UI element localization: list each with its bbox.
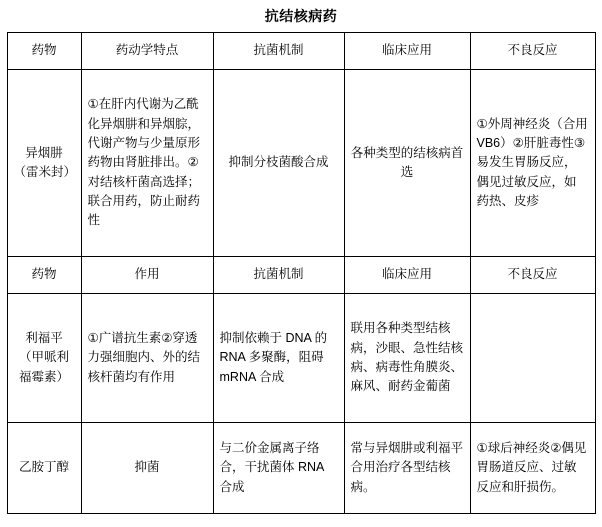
isoniazid-mechanism: 抑制分枝菌酸合成 [213,70,344,257]
rifampin-adverse-reactions [470,294,595,423]
header-cell-action: 作用 [81,257,213,294]
ethambutol-adverse-reactions: ①球后神经炎②偶见胃肠道反应、过敏反应和肝损伤。 [470,423,595,514]
header-cell-adverse-reactions: 不良反应 [470,33,595,70]
header-cell-pharmacokinetics: 药动学特点 [81,33,213,70]
table-row [7,294,595,423]
header-cell-clinical-use: 临床应用 [344,33,470,70]
page-title: 抗结核病药 [264,8,338,24]
ethambutol-action: 抑菌 [81,423,213,514]
header-cell-mechanism-2: 抗菌机制 [213,257,344,294]
header-cell-drug-2: 药物 [7,257,81,294]
header-cell-clinical-use-2: 临床应用 [344,257,470,294]
table-row [7,70,595,257]
header-cell-mechanism: 抗菌机制 [213,33,344,70]
header-cell-drug: 药物 [7,33,81,70]
drug-name-ethambutol: 乙胺丁醇 [7,423,81,514]
table-header-row-1 [7,33,595,70]
drug-name-isoniazid: 异烟肼（雷米封） [7,70,81,257]
ethambutol-mechanism: 与二价金属离子络合，干扰菌体 RNA 合成 [213,423,344,514]
antituberculosis-drug-table [7,32,596,514]
table-header-row-2 [7,257,595,294]
rifampin-clinical-use: 联用各种类型结核病，沙眼、急性结核病、病毒性角膜炎、麻风、耐药金葡菌 [344,294,470,423]
rifampin-mechanism: 抑制依赖于 DNA 的 RNA 多聚酶，阻碍 mRNA 合成 [213,294,344,423]
table-row [7,423,595,514]
header-cell-adverse-reactions-2: 不良反应 [470,257,595,294]
rifampin-action: ①广谱抗生素②穿透力强细胞内、外的结核杆菌均有作用 [81,294,213,423]
isoniazid-adverse-reactions: ①外周神经炎（合用 VB6）②肝脏毒性③易发生胃肠反应，偶见过敏反应，如药热、皮疹 [470,70,595,257]
isoniazid-pharmacokinetics: ①在肝内代谢为乙酰化异烟肼和异烟腙，代谢产物与少量原形药物由肾脏排出。②对结核杆菌高选择；联合用药，防止耐药性 [81,70,213,257]
drug-name-rifampin: 利福平（甲哌利福霉素） [7,294,81,423]
isoniazid-clinical-use: 各种类型的结核病首选 [344,70,470,257]
ethambutol-clinical-use: 常与异烟肼或利福平合用治疗各型结核病。 [344,423,470,514]
